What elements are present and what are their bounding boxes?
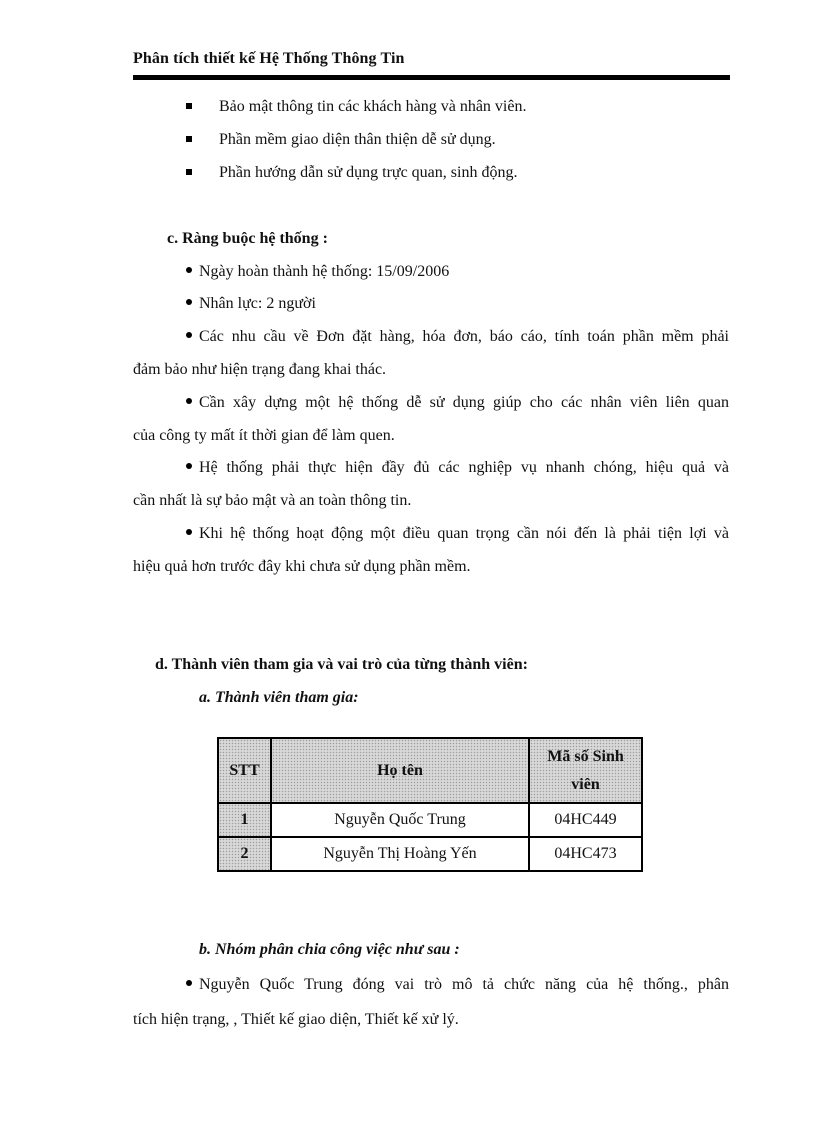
cell-student-id: 04HC473 xyxy=(529,837,642,871)
cell-name: Nguyễn Thị Hoàng Yến xyxy=(271,837,529,871)
bullet-icon xyxy=(186,529,192,535)
constraint-item: Ngày hoàn thành hệ thống: 15/09/2006 xyxy=(186,262,449,282)
constraint-item-line: Các nhu cầu về Đơn đặt hàng, hóa đơn, báo cáo, tính toán phần mềm phải xyxy=(186,327,729,347)
cell-name: Nguyễn Quốc Trung xyxy=(271,803,529,837)
cell-student-id: 04HC449 xyxy=(529,803,642,837)
cell-stt: 2 xyxy=(218,837,271,871)
header-rule xyxy=(133,75,730,80)
constraint-item-continuation: của công ty mất ít thời gian để làm quen. xyxy=(133,427,395,444)
bullet-icon xyxy=(186,332,192,338)
constraint-item-continuation: hiệu quả hơn trước đây khi chưa sử dụng phần mềm. xyxy=(133,558,471,575)
table-header-row xyxy=(218,738,642,803)
column-header-stt: STT xyxy=(218,738,271,803)
table-row xyxy=(218,837,642,871)
table-row xyxy=(218,803,642,837)
bullet-icon xyxy=(186,299,192,305)
subsection-a-heading: a. Thành viên tham gia: xyxy=(199,689,359,706)
page-header-title: Phân tích thiết kế Hệ Thống Thông Tin xyxy=(133,50,405,67)
bullet-icon xyxy=(186,267,192,273)
task-line-continuation: tích hiện trạng, , Thiết kế giao diện, Thiết kế xử lý. xyxy=(133,1011,459,1028)
bullet-icon xyxy=(186,398,192,404)
section-d-heading: d. Thành viên tham gia và vai trò của từng thành viên: xyxy=(155,656,528,673)
square-bullet-icon xyxy=(186,136,192,142)
constraint-item-line: Hệ thống phải thực hiện đầy đủ các nghiệp vụ nhanh chóng, hiệu quả và xyxy=(186,458,729,478)
bullet-icon xyxy=(186,980,192,986)
task-line: Nguyễn Quốc Trung đóng vai trò mô tả chức năng của hệ thống., phân xyxy=(186,975,729,995)
square-bullet-icon xyxy=(186,103,192,109)
subsection-b-heading: b. Nhóm phân chia công việc như sau : xyxy=(199,941,460,958)
section-c-heading: c. Ràng buộc hệ thống : xyxy=(167,230,328,247)
square-bullet-icon xyxy=(186,169,192,175)
column-header-name: Họ tên xyxy=(271,738,529,803)
feature-item: Bảo mật thông tin các khách hàng và nhân viên. xyxy=(219,98,527,115)
constraint-item-continuation: cần nhất là sự bảo mật và an toàn thông tin. xyxy=(133,492,412,509)
constraint-item-line: Cần xây dựng một hệ thống dễ sử dụng giúp cho các nhân viên liên quan xyxy=(186,393,729,413)
cell-stt: 1 xyxy=(218,803,271,837)
constraint-item: Nhân lực: 2 người xyxy=(186,294,316,314)
feature-item: Phần mềm giao diện thân thiện dễ sử dụng. xyxy=(219,131,496,148)
constraint-item-line: Khi hệ thống hoạt động một điều quan trọng cần nói đến là phải tiện lợi và xyxy=(186,524,729,544)
members-table xyxy=(217,737,643,872)
column-header-student-id: Mã số Sinh viên xyxy=(529,738,642,803)
constraint-item-continuation: đảm bảo như hiện trạng đang khai thác. xyxy=(133,361,387,378)
bullet-icon xyxy=(186,463,192,469)
feature-item: Phần hướng dẫn sử dụng trực quan, sinh động. xyxy=(219,164,518,181)
